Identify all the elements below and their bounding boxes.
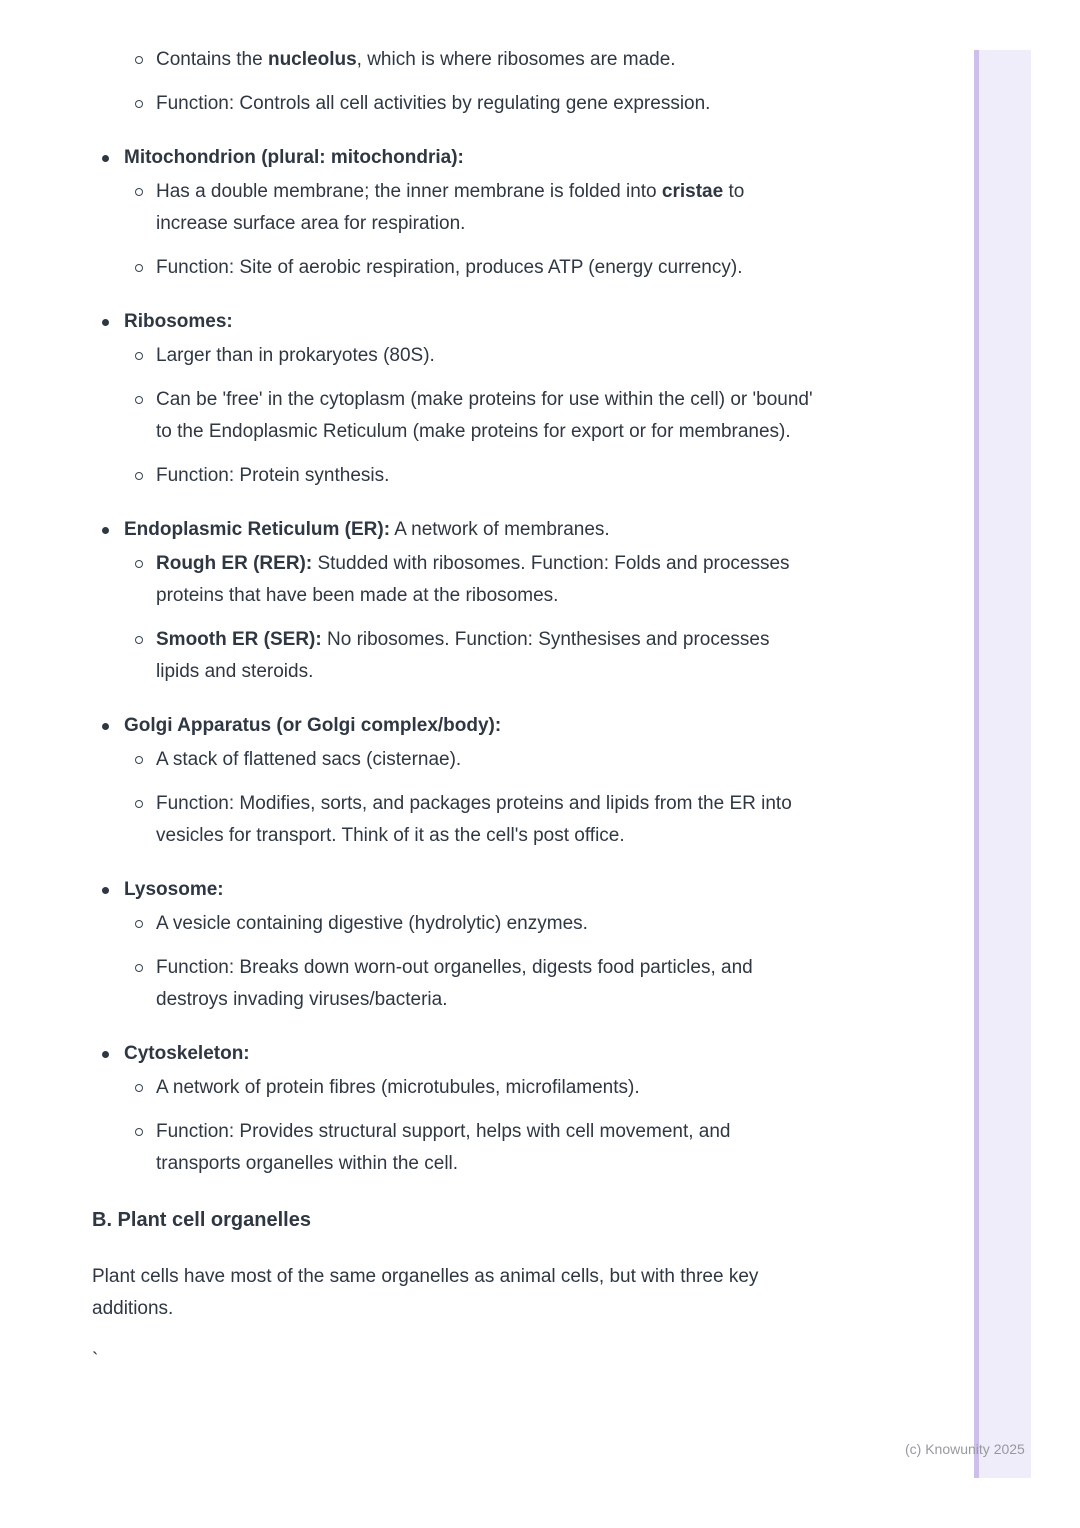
circle-bullet-icon — [135, 264, 143, 272]
sub-bullet-item — [124, 384, 892, 448]
text-run: Contains the — [156, 49, 268, 70]
dot-bullet-icon — [102, 887, 109, 894]
bullet-list — [92, 142, 892, 1180]
circle-bullet-icon — [135, 100, 143, 108]
sub-bullet-item — [124, 460, 892, 492]
bullet-item-heading — [124, 306, 884, 338]
stray-tick-text: ` — [92, 1350, 99, 1371]
text-run: A network of membranes. — [390, 519, 610, 540]
sub-item-text — [156, 44, 816, 76]
circle-bullet-icon — [135, 396, 143, 404]
circle-bullet-icon — [135, 920, 143, 928]
text-run: Function: Controls all cell activities by regulating gene expression. — [156, 93, 711, 114]
circle-bullet-icon — [135, 1128, 143, 1136]
bold-text-run: cristae — [661, 181, 724, 202]
sub-bullet-item — [124, 176, 892, 240]
bullet-item — [92, 142, 892, 284]
circle-bullet-icon — [135, 352, 143, 360]
bold-text-run: Rough ER (RER): — [156, 553, 313, 574]
text-run: A vesicle containing digestive (hydrolytic) enzymes. — [156, 913, 588, 934]
sub-bullet-list — [124, 744, 892, 852]
dot-bullet-icon — [102, 155, 109, 162]
sub-bullet-list — [124, 1072, 892, 1180]
circle-bullet-icon — [135, 800, 143, 808]
bold-text-run: Mitochondrion (plural: mitochondria): — [124, 147, 464, 168]
sub-bullet-list — [124, 548, 892, 688]
text-run: No ribosomes. Function: Synthesises and processes lipids and steroids. — [156, 629, 770, 682]
bullet-item-heading — [124, 142, 884, 174]
bullet-item — [92, 514, 892, 688]
sub-bullet-item — [124, 548, 892, 612]
right-accent-bar — [974, 50, 1031, 1478]
text-run: A stack of flattened sacs (cisternae). — [156, 749, 462, 770]
sub-bullet-list — [124, 908, 892, 1016]
bold-text-run: Cytoskeleton: — [124, 1043, 250, 1064]
bold-text-run: Ribosomes: — [124, 311, 233, 332]
circle-bullet-icon — [135, 56, 143, 64]
copyright-footer: (c) Knowunity 2025 — [905, 1441, 1025, 1457]
sub-item-text — [156, 908, 816, 940]
sub-item-text — [156, 176, 816, 240]
sub-item-text — [156, 88, 816, 120]
sub-bullet-item — [124, 1072, 892, 1104]
sub-item-text — [156, 340, 816, 372]
bold-text-run: Lysosome: — [124, 879, 224, 900]
text-run: Function: Breaks down worn-out organelles, digests food particles, and destroys invading viruses/bacteria. — [156, 957, 753, 1010]
sub-item-text — [156, 952, 816, 1016]
text-run: Function: Site of aerobic respiration, produces ATP (energy currency). — [156, 257, 743, 278]
sub-bullet-item — [124, 44, 892, 76]
bullet-item-heading — [124, 514, 884, 546]
sub-bullet-item — [124, 908, 892, 940]
text-run: Function: Provides structural support, helps with cell movement, and transports organelles within the cell. — [156, 1121, 731, 1174]
sub-item-text — [156, 1116, 816, 1180]
paragraph: Plant cells have most of the same organelles as animal cells, but with three key additions. — [92, 1266, 759, 1319]
sub-bullet-list — [124, 176, 892, 284]
circle-bullet-icon — [135, 188, 143, 196]
bullet-item — [92, 874, 892, 1016]
section-heading: B. Plant cell organelles — [92, 1209, 311, 1231]
sub-bullet-item — [124, 88, 892, 120]
bullet-item-heading — [124, 710, 884, 742]
circle-bullet-icon — [135, 472, 143, 480]
bullet-item-heading — [124, 874, 884, 906]
dot-bullet-icon — [102, 527, 109, 534]
bullet-item — [92, 306, 892, 492]
text-run: , which is where ribosomes are made. — [356, 49, 676, 70]
sub-item-text — [156, 384, 816, 448]
text-run: Has a double membrane; the inner membrane is folded into — [156, 181, 662, 202]
circle-bullet-icon — [135, 1084, 143, 1092]
sub-bullet-item — [124, 788, 892, 852]
sub-bullet-item — [124, 624, 892, 688]
text-run: Can be 'free' in the cytoplasm (make proteins for use within the cell) or 'bound' to the Endoplasmic Reticulum (make proteins for export or for membranes). — [156, 389, 813, 442]
bold-text-run: Golgi Apparatus (or Golgi complex/body): — [124, 715, 502, 736]
bold-text-run: nucleolus — [267, 49, 357, 70]
circle-bullet-icon — [135, 636, 143, 644]
sub-bullet-item — [124, 952, 892, 1016]
sub-bullet-item — [124, 340, 892, 372]
text-run: Function: Modifies, sorts, and packages proteins and lipids from the ER into vesicles for transport. Think of it as the cell's post office. — [156, 793, 792, 846]
bold-text-run: Endoplasmic Reticulum (ER): — [124, 519, 391, 540]
sub-item-text — [156, 624, 816, 688]
text-run: A network of protein fibres (microtubules, microfilaments). — [156, 1077, 640, 1098]
sub-item-text — [156, 788, 816, 852]
sub-bullet-item — [124, 744, 892, 776]
sub-bullet-item — [124, 1116, 892, 1180]
sub-bullet-list — [124, 340, 892, 492]
sub-item-text — [156, 744, 816, 776]
text-run: Studded with ribosomes. Function: Folds and processes proteins that have been made at the ribosomes. — [156, 553, 790, 606]
circle-bullet-icon — [135, 756, 143, 764]
sub-bullet-item — [124, 252, 892, 284]
dot-bullet-icon — [102, 723, 109, 730]
dot-bullet-icon — [102, 1051, 109, 1058]
text-run: Larger than in prokaryotes (80S). — [156, 345, 435, 366]
document-body — [92, 44, 892, 1377]
bullet-item — [92, 1038, 892, 1180]
text-run: to increase surface area for respiration. — [156, 181, 745, 234]
sub-bullet-list — [124, 44, 892, 120]
circle-bullet-icon — [135, 560, 143, 568]
sub-item-text — [156, 548, 816, 612]
bullet-item-heading — [124, 1038, 884, 1070]
bullet-item — [92, 710, 892, 852]
bold-text-run: Smooth ER (SER): — [156, 629, 322, 650]
dot-bullet-icon — [102, 319, 109, 326]
sub-item-text — [156, 1072, 816, 1104]
text-run: Function: Protein synthesis. — [156, 465, 390, 486]
sub-item-text — [156, 460, 816, 492]
circle-bullet-icon — [135, 964, 143, 972]
sub-item-text — [156, 252, 816, 284]
